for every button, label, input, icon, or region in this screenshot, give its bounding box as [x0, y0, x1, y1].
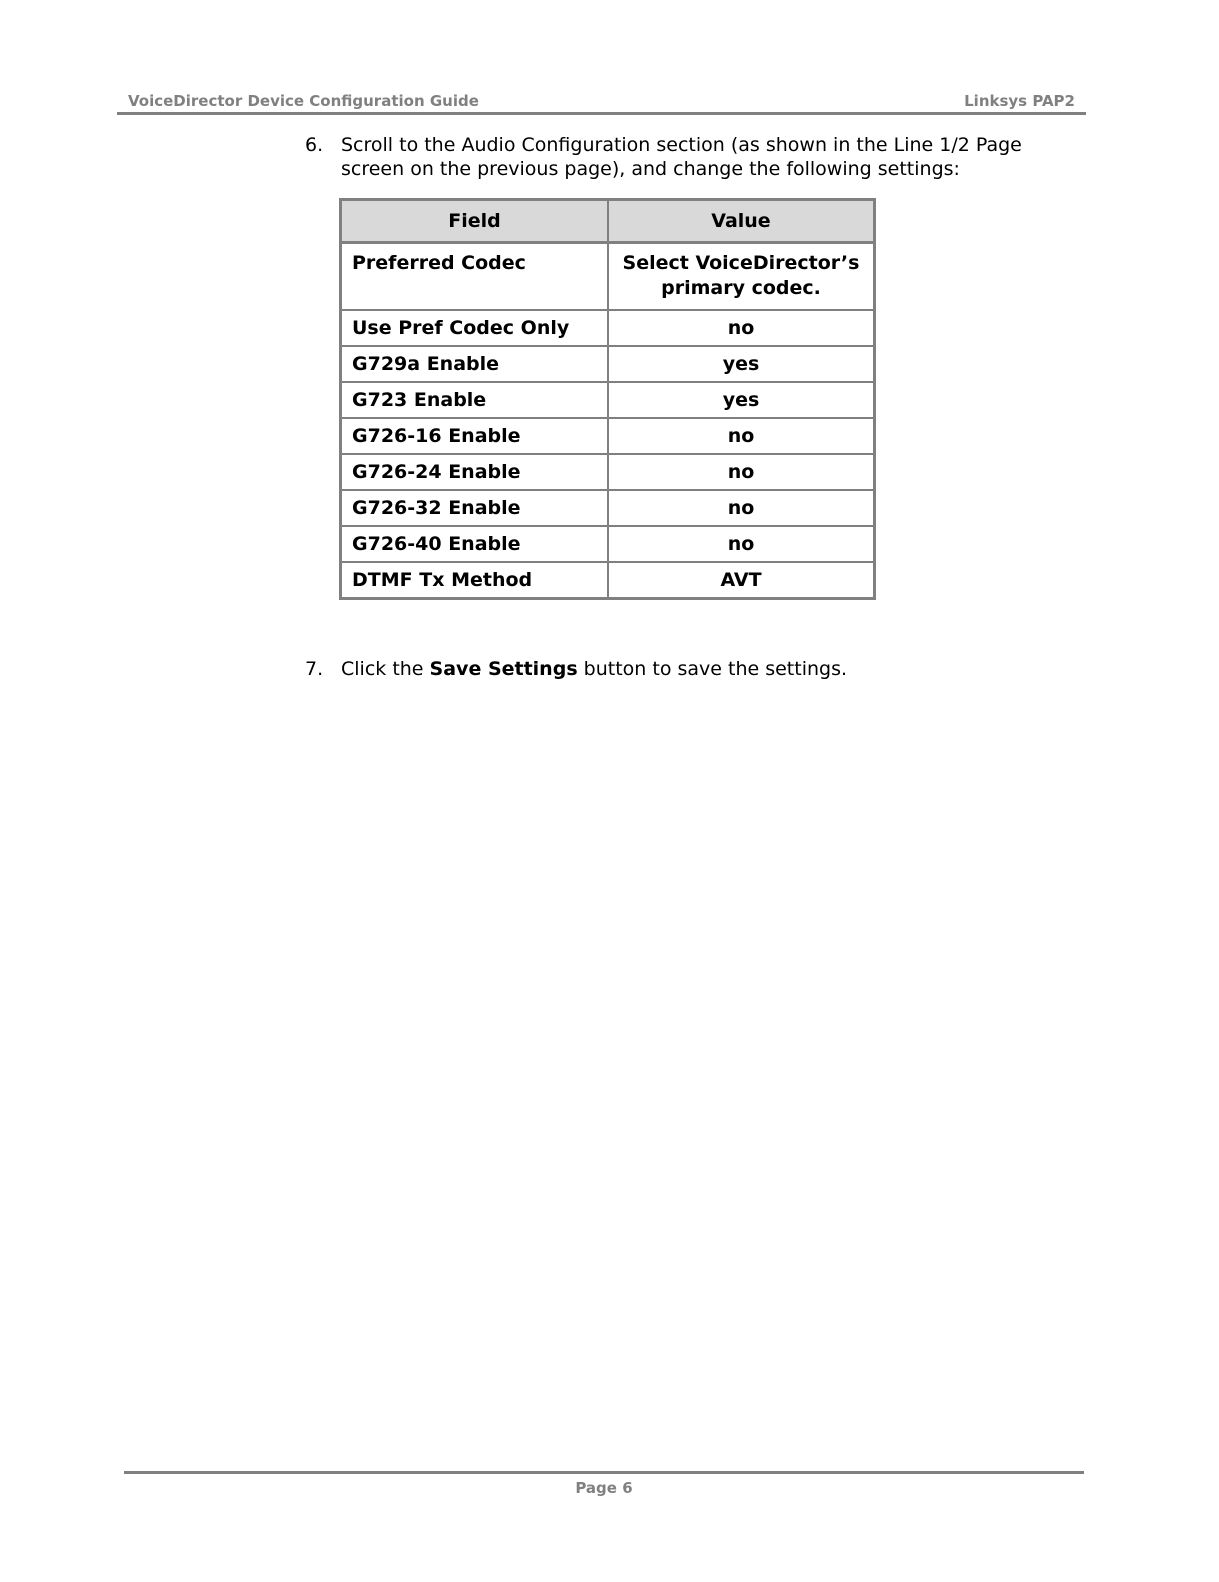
value-cell: yes [608, 382, 875, 418]
table-row [341, 490, 875, 526]
value-cell: AVT [608, 562, 875, 599]
column-header-value: Value [608, 200, 875, 243]
audio-settings-table [339, 198, 876, 600]
table-row [341, 382, 875, 418]
field-cell: G726-24 Enable [341, 454, 609, 490]
page-number: Page 6 [575, 1479, 633, 1497]
table-row [341, 243, 875, 311]
table-header-row [341, 200, 875, 243]
field-cell: Use Pref Codec Only [341, 310, 609, 346]
field-cell: G726-32 Enable [341, 490, 609, 526]
value-cell: no [608, 526, 875, 562]
value-cell: no [608, 490, 875, 526]
table-row [341, 346, 875, 382]
field-cell: G729a Enable [341, 346, 609, 382]
step-text: Scroll to the Audio Configuration section (as shown in the Line 1/2 Page screen on the previous page), and change the following settings: [341, 134, 1022, 180]
device-name: Linksys PAP2 [964, 92, 1075, 110]
table-row [341, 454, 875, 490]
step-text-after: button to save the settings. [577, 658, 848, 680]
document-title: VoiceDirector Device Configuration Guide [128, 92, 479, 110]
field-cell: G726-40 Enable [341, 526, 609, 562]
field-cell: G723 Enable [341, 382, 609, 418]
table-row [341, 526, 875, 562]
save-settings-reference: Save Settings [429, 658, 578, 680]
page-header [117, 90, 1086, 115]
step-number: 7. [305, 658, 324, 680]
table-row [341, 310, 875, 346]
page-footer [124, 1471, 1084, 1497]
field-cell: G726-16 Enable [341, 418, 609, 454]
column-header-field: Field [341, 200, 609, 243]
field-cell: DTMF Tx Method [341, 562, 609, 599]
value-cell: Select VoiceDirector’s primary codec. [608, 243, 875, 311]
value-cell: no [608, 310, 875, 346]
table-row [341, 418, 875, 454]
step-text-before: Click the [341, 658, 430, 680]
step-number: 6. [305, 134, 324, 156]
value-cell: no [608, 418, 875, 454]
table-row [341, 562, 875, 599]
field-cell: Preferred Codec [341, 243, 609, 311]
value-cell: no [608, 454, 875, 490]
step-text [341, 657, 1071, 681]
value-cell: yes [608, 346, 875, 382]
